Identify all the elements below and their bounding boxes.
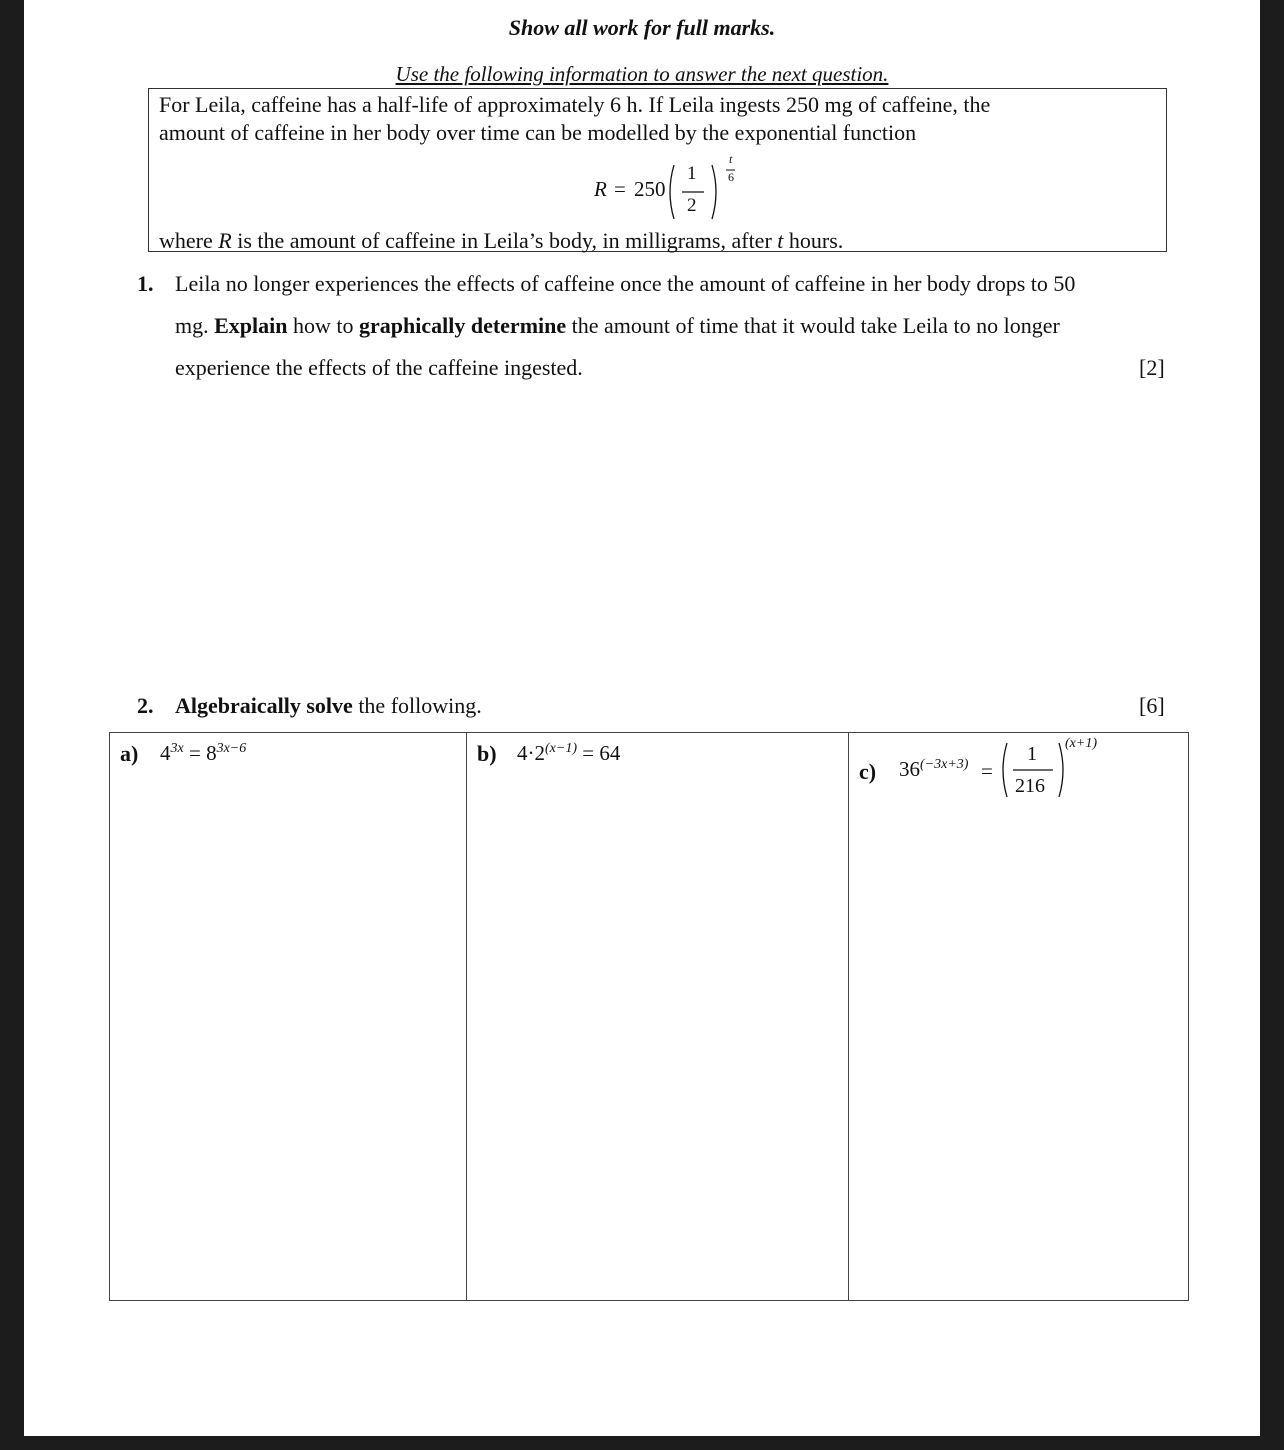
a-equals: = [188, 741, 201, 765]
answer-box-a[interactable] [110, 733, 466, 1300]
q2-marks: [6] [1139, 693, 1165, 718]
worksheet-page [24, 0, 1260, 1436]
q1-line-1: Leila no longer experiences the effects of caffeine once the amount of caffeine in her body drops to 50 [175, 271, 1076, 296]
where-var-t: t [777, 228, 784, 253]
answer-box-b[interactable] [466, 733, 848, 1300]
q1-text-c: how to [287, 313, 359, 338]
q2-rest: the following. [352, 693, 482, 718]
c-base: 36 [899, 757, 920, 781]
c-rhs-exponent: (x+1) [1065, 736, 1097, 751]
formula-equals: = [614, 177, 626, 201]
formula-exp-den: 6 [728, 170, 734, 184]
q1-line-2 [175, 313, 1060, 339]
q1-text-a: mg. [175, 313, 215, 338]
info-note: Use the following information to answer the next question. [395, 62, 889, 86]
part-a-equation [160, 741, 246, 766]
q1-bold-graphically: graphically determine [359, 313, 567, 338]
part-a-label: a) [120, 741, 139, 766]
formula-exp-num: t [729, 152, 733, 166]
where-var-r: R [218, 228, 232, 253]
info-where-line [159, 227, 843, 255]
part-b-equation [517, 741, 620, 766]
decay-formula [149, 149, 1166, 224]
q2-number: 2. [137, 693, 154, 718]
q1-number: 1. [137, 271, 154, 296]
formula-coefficient: 250 [634, 177, 666, 201]
q2-answer-table [109, 732, 1189, 1301]
where-text-3: hours. [783, 228, 844, 253]
answer-box-c[interactable] [848, 733, 1188, 1300]
c-exponent: (−3x+3) [920, 757, 969, 772]
b-equals: = [582, 741, 595, 765]
where-text-2: is the amount of caffeine in Leila’s body, in milligrams, after [231, 228, 778, 253]
formula-lhs: R [594, 177, 607, 201]
formula-frac-den: 2 [687, 195, 697, 216]
q1-text-e: the amount of time that it would take Leila to no longer [566, 313, 1060, 338]
a-base-1: 4 [160, 741, 171, 765]
formula-frac-num: 1 [687, 163, 697, 184]
a-exp-2: 3x−6 [216, 741, 247, 756]
q2-bold-algebraically: Algebraically solve [175, 693, 353, 718]
q2-prompt [175, 693, 482, 719]
info-line-1: For Leila, caffeine has a half-life of approximately 6 h. If Leila ingests 250 mg of caffeine, the [159, 92, 991, 117]
b-exponent: (x−1) [545, 741, 577, 756]
a-exp-1: 3x [170, 741, 184, 756]
where-text-1: where [159, 228, 219, 253]
q1-marks: [2] [1139, 355, 1165, 380]
c-frac-num: 1 [1027, 743, 1037, 765]
page-header: Show all work for full marks. [508, 15, 776, 40]
q1-bold-explain: Explain [214, 313, 288, 338]
q1-line-3: experience the effects of the caffeine ingested. [175, 355, 583, 380]
part-c-label: c) [859, 759, 877, 784]
c-frac-den: 216 [1015, 775, 1045, 797]
info-line-2: amount of caffeine in her body over time can be modelled by the exponential function [159, 120, 917, 145]
b-rhs: 64 [599, 741, 621, 765]
b-coefficient: 4·2 [517, 741, 545, 765]
c-equals: = [981, 759, 993, 783]
part-b-label: b) [477, 741, 497, 766]
a-base-2: 8 [206, 741, 217, 765]
formula-fraction-graphic [664, 159, 744, 225]
info-box [148, 88, 1167, 252]
part-c-lhs [899, 757, 968, 782]
